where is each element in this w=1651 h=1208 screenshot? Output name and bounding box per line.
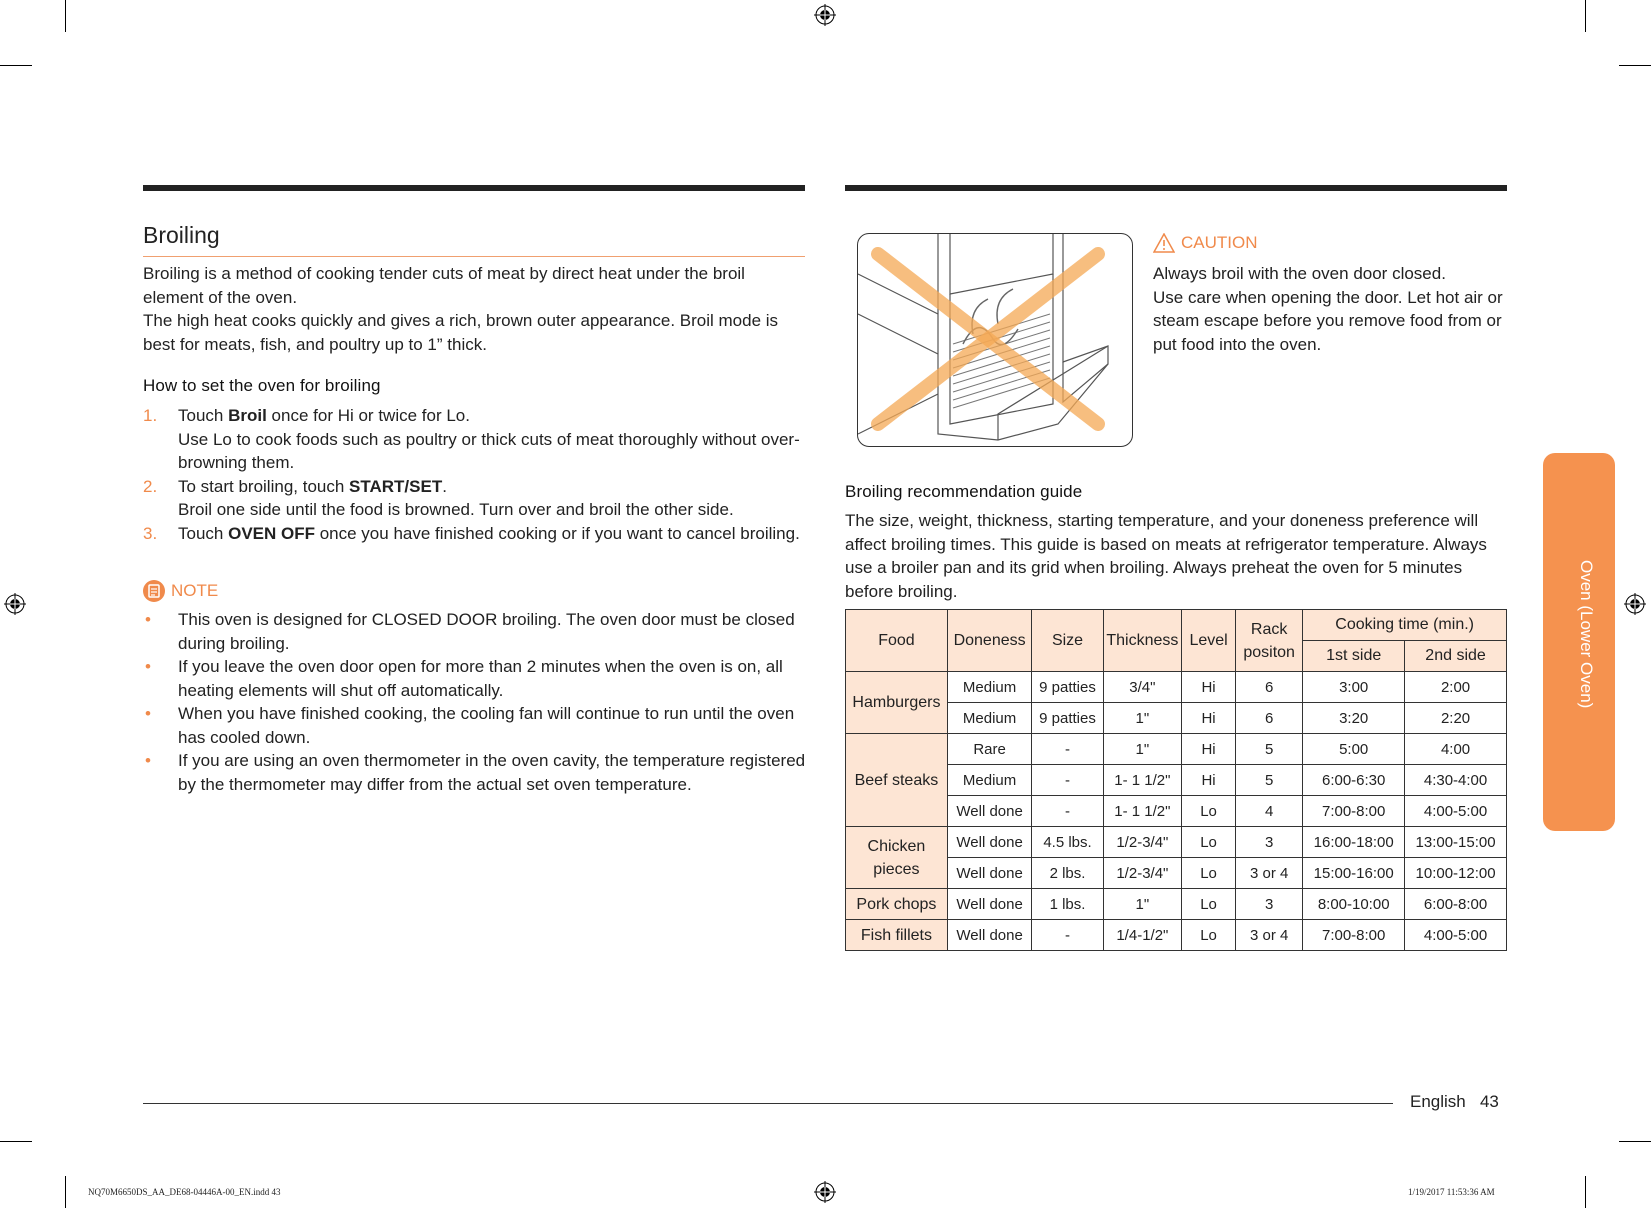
table-cell: Hi	[1182, 672, 1236, 703]
note-item: This oven is designed for CLOSED DOOR broiling. The oven door must be closed during broiling.	[178, 610, 795, 653]
left-column-rule	[143, 185, 805, 191]
title-underline	[143, 256, 805, 257]
caution-text	[1153, 262, 1508, 356]
page-title: Broiling	[143, 222, 220, 248]
table-cell: 1/2-3/4"	[1103, 827, 1181, 858]
intro-paragraph	[143, 262, 808, 356]
table-cell: 1 lbs.	[1032, 889, 1103, 920]
table-cell: 5	[1236, 734, 1303, 765]
table-cell: 6	[1236, 703, 1303, 734]
food-cell: Chicken pieces	[846, 827, 948, 889]
registration-mark-icon	[4, 593, 26, 615]
step-detail: Broil one side until the food is browned. Turn over and broil the other side.	[178, 500, 734, 519]
table-cell: 5:00	[1303, 734, 1405, 765]
column-header-thickness: Thickness	[1103, 610, 1181, 672]
right-column-rule	[845, 185, 1507, 191]
table-cell: Medium	[947, 672, 1032, 703]
how-to-heading: How to set the oven for broiling	[143, 376, 381, 395]
note-heading	[143, 580, 218, 602]
list-item	[143, 749, 808, 796]
table-cell: 6	[1236, 672, 1303, 703]
table-cell: -	[1032, 920, 1103, 951]
note-list	[143, 608, 808, 796]
table-cell: Lo	[1182, 920, 1236, 951]
crop-mark	[0, 65, 32, 66]
registration-mark-icon	[814, 1181, 836, 1203]
table-cell: 2:00	[1405, 672, 1507, 703]
table-cell: 4.5 lbs.	[1032, 827, 1103, 858]
table-cell: Well done	[947, 858, 1032, 889]
step-text: .	[442, 476, 447, 496]
step-number: 3.	[143, 523, 158, 543]
intro-text-2: The high heat cooks quickly and gives a rich, brown outer appearance. Broil mode is best for meats, fish, and poultry up to 1” thick.	[143, 311, 779, 354]
steps-list	[143, 404, 808, 545]
table-cell: 2 lbs.	[1032, 858, 1103, 889]
table-cell: 1/4-1/2"	[1103, 920, 1181, 951]
table-cell: -	[1032, 765, 1103, 796]
table-cell: 3	[1236, 827, 1303, 858]
food-cell: Beef steaks	[846, 734, 948, 827]
crop-mark	[1619, 1141, 1651, 1142]
column-header-food: Food	[846, 610, 948, 672]
table-cell: 1"	[1103, 889, 1181, 920]
table-cell: Lo	[1182, 827, 1236, 858]
table-cell: Well done	[947, 920, 1032, 951]
table-row	[846, 889, 1507, 920]
table-cell: 1- 1 1/2"	[1103, 796, 1181, 827]
table-cell: 1- 1 1/2"	[1103, 765, 1181, 796]
food-cell: Hamburgers	[846, 672, 948, 734]
note-item: If you leave the oven door open for more than 2 minutes when the oven is on, all heating elements will shut off automatically.	[178, 657, 783, 700]
table-cell: 1"	[1103, 703, 1181, 734]
table-cell: Hi	[1182, 703, 1236, 734]
list-item	[143, 608, 808, 655]
table-row	[846, 920, 1507, 951]
column-header-level: Level	[1182, 610, 1236, 672]
table-cell: Hi	[1182, 734, 1236, 765]
footer	[1410, 1092, 1499, 1112]
step-text: once you have finished cooking or if you want to cancel broiling.	[315, 523, 800, 543]
column-header-size: Size	[1032, 610, 1103, 672]
table-cell: 1/2-3/4"	[1103, 858, 1181, 889]
registration-mark-icon	[814, 4, 836, 26]
print-slug-date: 1/19/2017 11:53:36 AM	[1408, 1187, 1495, 1197]
oven-door-open-illustration	[857, 233, 1133, 447]
table-cell: 3:20	[1303, 703, 1405, 734]
table-cell: 10:00-12:00	[1405, 858, 1507, 889]
table-cell: 16:00-18:00	[1303, 827, 1405, 858]
table-cell: Rare	[947, 734, 1032, 765]
step-detail: Use Lo to cook foods such as poultry or thick cuts of meat thoroughly without over-browning them.	[178, 429, 800, 472]
crop-mark	[1585, 1176, 1586, 1208]
bullet-icon: •	[145, 751, 151, 770]
table-cell: 5	[1236, 765, 1303, 796]
step-number: 2.	[143, 476, 158, 496]
table-cell: 3/4"	[1103, 672, 1181, 703]
bullet-icon: •	[145, 657, 151, 676]
table-cell: Medium	[947, 703, 1032, 734]
table-cell: 7:00-8:00	[1303, 796, 1405, 827]
crop-mark	[65, 0, 66, 32]
caution-text-1: Always broil with the oven door closed.	[1153, 264, 1446, 283]
table-cell: Medium	[947, 765, 1032, 796]
page-number: 43	[1479, 1092, 1499, 1111]
step-key: OVEN OFF	[228, 523, 315, 543]
list-item	[143, 475, 808, 522]
column-header-cooking-time: Cooking time (min.)	[1303, 610, 1507, 641]
table-cell: 4:00	[1405, 734, 1507, 765]
print-slug-file: NQ70M6650DS_AA_DE68-04446A-00_EN.indd 43	[88, 1187, 281, 1197]
table-cell: 3 or 4	[1236, 858, 1303, 889]
table-cell: 8:00-10:00	[1303, 889, 1405, 920]
warning-triangle-icon	[1153, 233, 1175, 253]
step-key: START/SET	[349, 476, 443, 496]
caution-heading	[1153, 233, 1258, 253]
note-icon	[143, 580, 165, 602]
table-row	[846, 827, 1507, 858]
step-number: 1.	[143, 406, 158, 425]
crop-mark	[1619, 65, 1651, 66]
guide-heading: Broiling recommendation guide	[845, 482, 1083, 501]
table-cell: -	[1032, 734, 1103, 765]
table-cell: Lo	[1182, 889, 1236, 920]
table-cell: -	[1032, 796, 1103, 827]
intro-text-1: Broiling is a method of cooking tender cuts of meat by direct heat under the broil element of the oven.	[143, 264, 745, 307]
table-cell: 7:00-8:00	[1303, 920, 1405, 951]
list-item	[143, 655, 808, 702]
table-row	[846, 734, 1507, 765]
column-header-second-side: 2nd side	[1405, 641, 1507, 672]
food-cell: Pork chops	[846, 889, 948, 920]
column-header-rack: Rack positon	[1236, 610, 1303, 672]
oven-illustration-icon	[858, 234, 1132, 446]
guide-text: The size, weight, thickness, starting temperature, and your doneness preference will affect broiling times. This guide is based on meats at refrigerator temperature. Always use a broiler pan and its grid when broiling. Always preheat the oven for 5 minutes before broiling.	[845, 511, 1487, 601]
list-item	[143, 522, 808, 546]
list-item	[143, 404, 808, 475]
step-text: Touch	[178, 406, 229, 425]
table-cell: Lo	[1182, 858, 1236, 889]
table-cell: 15:00-16:00	[1303, 858, 1405, 889]
caution-label: CAUTION	[1181, 233, 1258, 252]
table-cell: 3	[1236, 889, 1303, 920]
list-item	[143, 702, 808, 749]
table-cell: 9 patties	[1032, 672, 1103, 703]
table-cell: 4	[1236, 796, 1303, 827]
bullet-icon: •	[145, 704, 151, 723]
table-cell: 4:00-5:00	[1405, 920, 1507, 951]
table-cell: 9 patties	[1032, 703, 1103, 734]
food-cell: Fish fillets	[846, 920, 948, 951]
table-cell: 4:00-5:00	[1405, 796, 1507, 827]
note-label: NOTE	[171, 581, 219, 600]
table-cell: 3 or 4	[1236, 920, 1303, 951]
table-cell: 3:00	[1303, 672, 1405, 703]
crop-mark	[1585, 0, 1586, 32]
broiling-guide-table	[845, 609, 1507, 951]
table-cell: Well done	[947, 796, 1032, 827]
table-cell: Well done	[947, 889, 1032, 920]
note-item: When you have finished cooking, the cooling fan will continue to run until the oven has cooled down.	[178, 704, 795, 747]
bullet-icon: •	[145, 610, 151, 629]
caution-text-2: Use care when opening the door. Let hot air or steam escape before you remove food from or put food into the oven.	[1153, 287, 1503, 354]
footer-language: English	[1410, 1092, 1466, 1111]
table-cell: 2:20	[1405, 703, 1507, 734]
table-cell: Hi	[1182, 765, 1236, 796]
table-cell: 13:00-15:00	[1405, 827, 1507, 858]
column-header-first-side: 1st side	[1303, 641, 1405, 672]
chapter-tab-label: Oven (Lower Oven)	[1577, 560, 1596, 709]
crop-mark	[0, 1141, 32, 1142]
step-text: once for Hi or twice for Lo.	[266, 406, 470, 425]
table-cell: 1"	[1103, 734, 1181, 765]
table-cell: 6:00-8:00	[1405, 889, 1507, 920]
table-header-row	[846, 610, 1507, 641]
table-cell: Well done	[947, 827, 1032, 858]
step-text: To start broiling, touch	[178, 476, 350, 496]
crop-mark	[65, 1176, 66, 1208]
column-header-doneness: Doneness	[947, 610, 1032, 672]
note-item: If you are using an oven thermometer in the oven cavity, the temperature registered by the thermometer may differ from the actual set oven temperature.	[178, 751, 806, 794]
table-cell: 4:30-4:00	[1405, 765, 1507, 796]
step-key: Broil	[228, 406, 267, 425]
table-cell: 6:00-6:30	[1303, 765, 1405, 796]
table-cell: Lo	[1182, 796, 1236, 827]
table-row	[846, 672, 1507, 703]
step-text: Touch	[178, 523, 229, 543]
registration-mark-icon	[1624, 593, 1646, 615]
footer-rule	[143, 1103, 1393, 1104]
